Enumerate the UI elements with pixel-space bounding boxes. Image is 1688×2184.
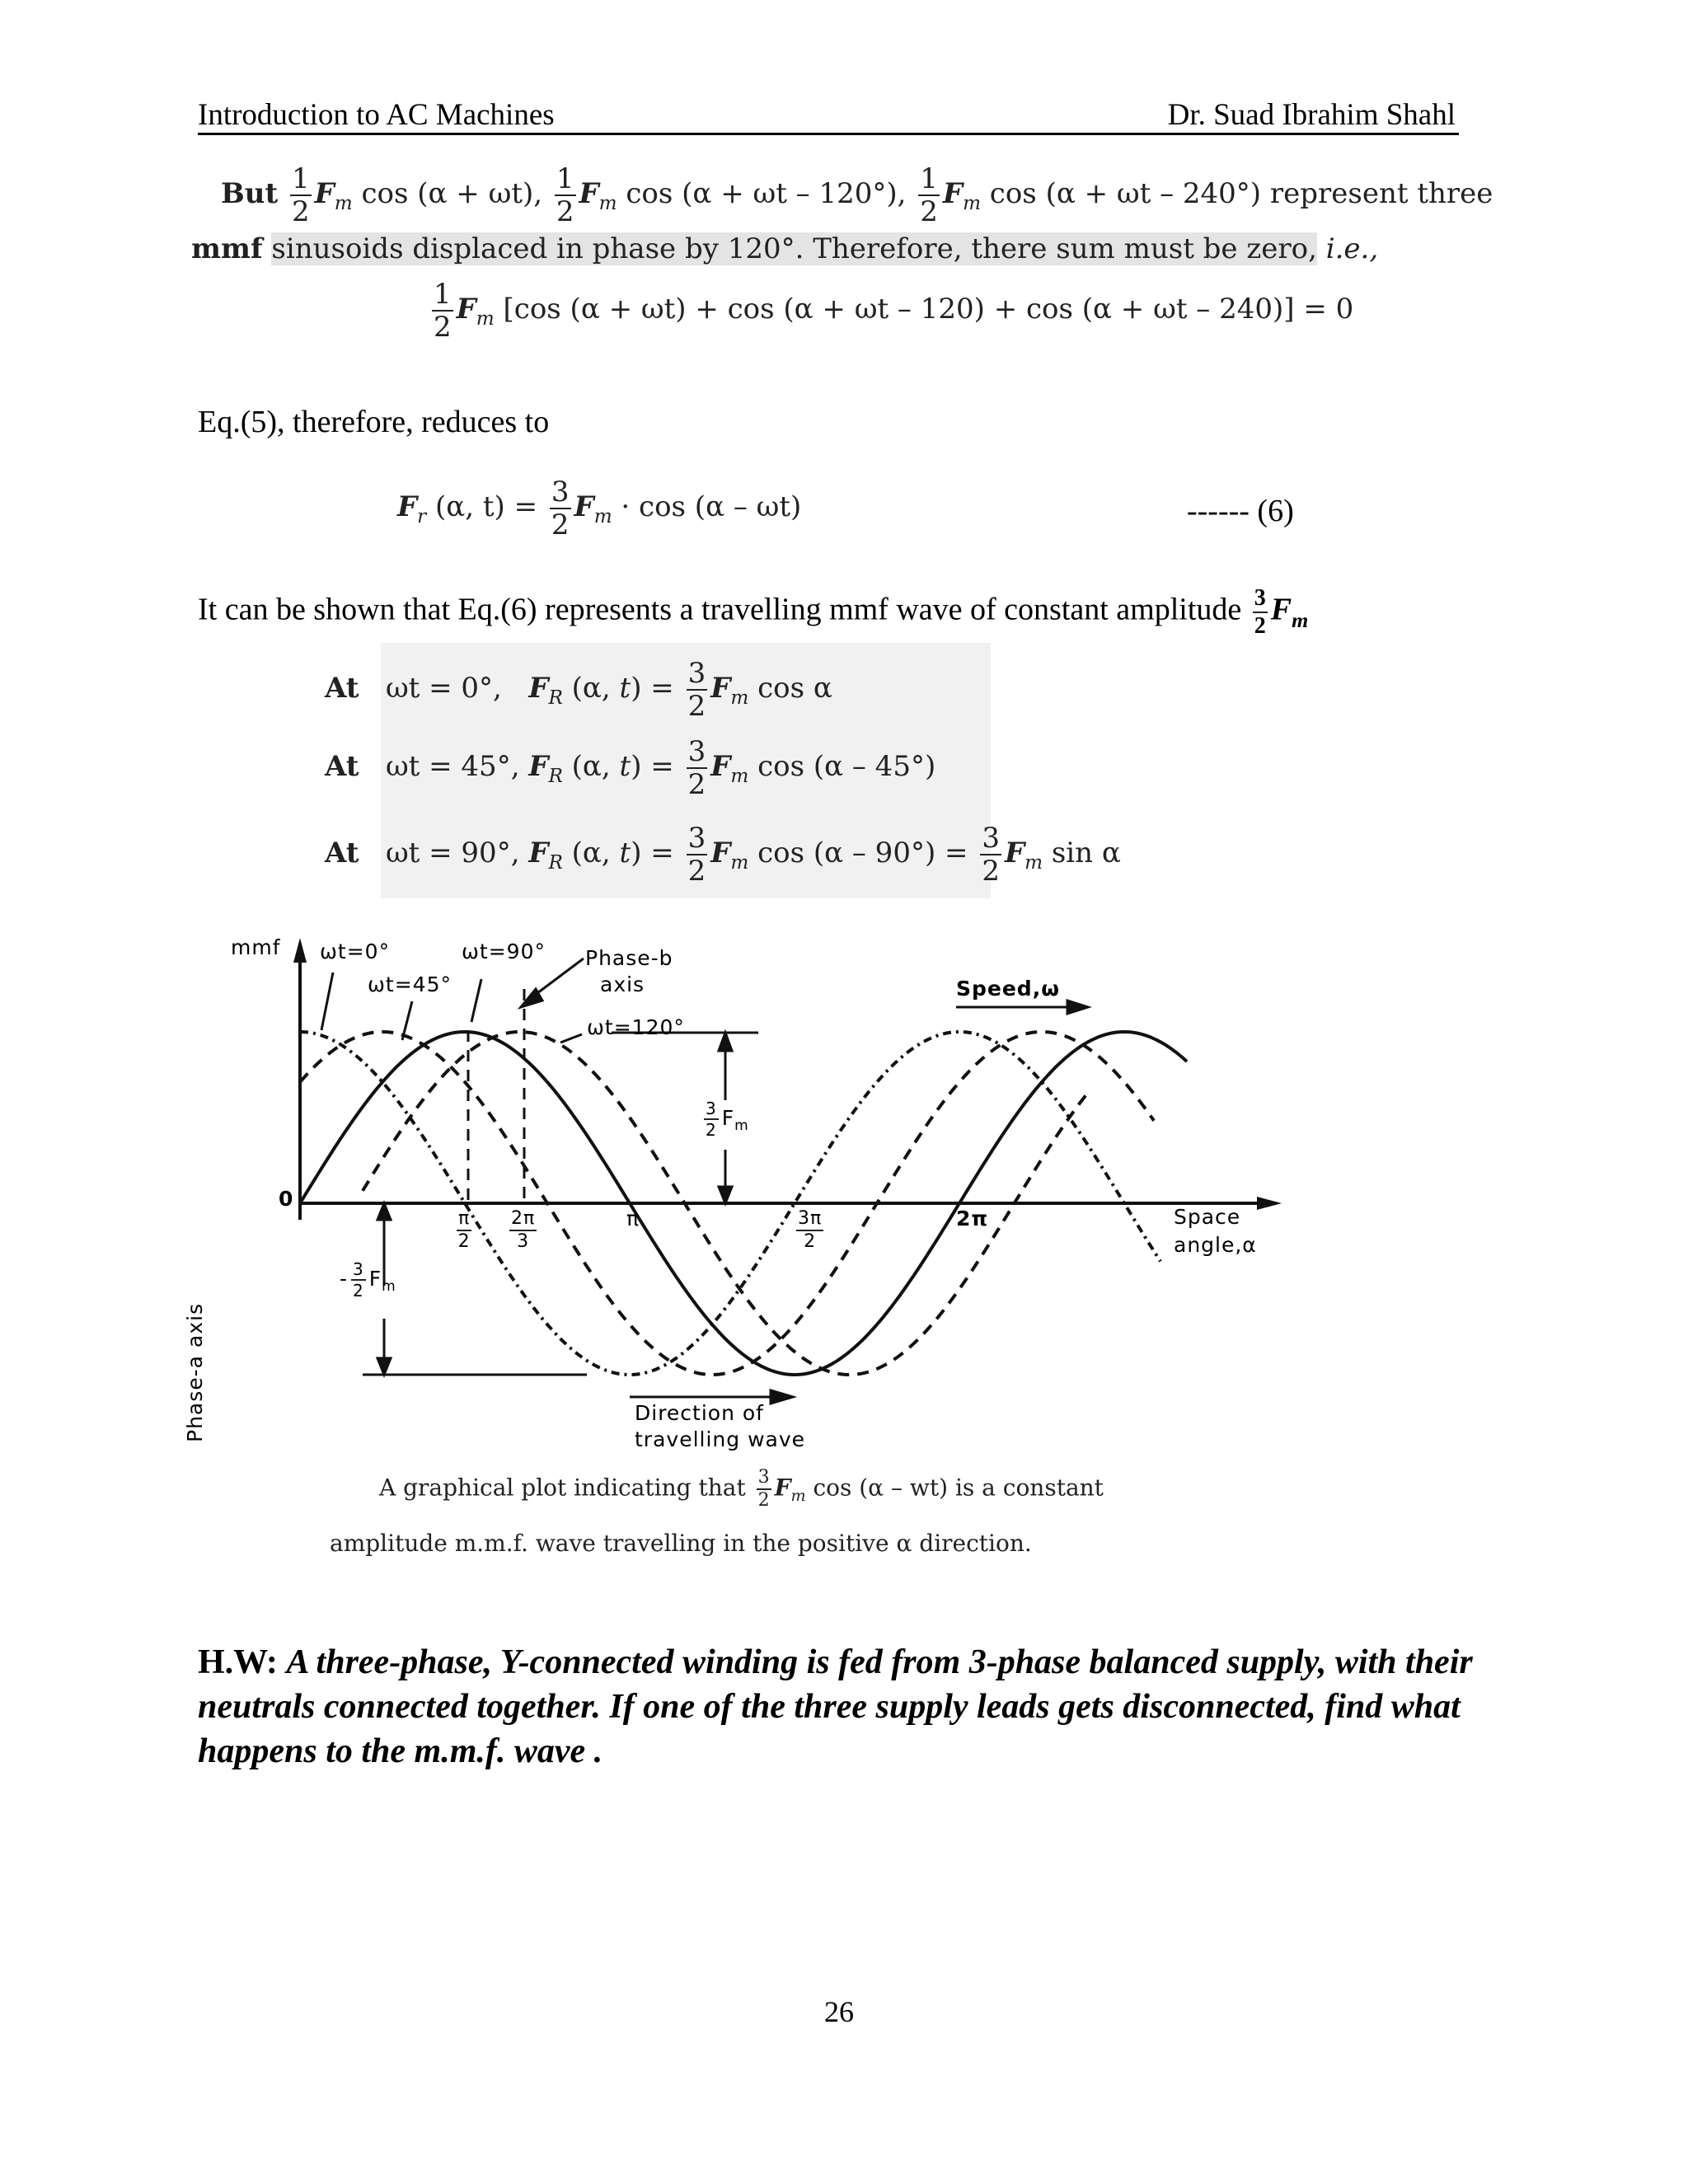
equation-line-2: mmf sinusoids displaced in phase by 120°. Therefore, there sum must be zero, i.e.,	[191, 232, 1379, 265]
header-right: Dr. Suad Ibrahim Shahl	[1167, 98, 1456, 132]
label-amp-neg: - $\frac{3}{2}$ $F_m$	[340, 1259, 396, 1301]
homework-text: A three-phase, Y-connected winding is fed from 3-phase balanced supply, with their neutrals connected together. If one of the three supply leads gets disconnected, find what happens to the m.m.f. wave .	[198, 1643, 1473, 1770]
label-phase-b-2: axis	[600, 972, 645, 996]
neg-arrow-up	[377, 1203, 391, 1220]
tick-2pi-3: $\frac{2\pi}{3}$	[511, 1208, 536, 1252]
label-amp-pos: $\frac{3}{2}$ $F_m$	[706, 1099, 749, 1140]
equation-line-1: But $\frac{1}{2}$ $F_m$ cos (α + ωt), $\frac{1}{2}$ $F_m$ cos (α + ωt – 120°), $\frac{1}{2}$ $F_m$ cos (α + ωt – 240°) represent three	[221, 162, 1493, 228]
page-number: 26	[824, 1995, 854, 2028]
tick-pi-2: $\frac{\pi}{2}$	[457, 1208, 471, 1252]
label-wt45: ωt=45°	[368, 972, 452, 996]
neg-arrow-down	[377, 1358, 391, 1375]
term-1: cos (α + ωt),	[361, 177, 543, 210]
wt90-leader	[471, 979, 481, 1022]
travelling-sentence: It can be shown that Eq.(6) represents a travelling mmf wave of constant amplitude $\frac{3}{2}$ $F_m$	[198, 585, 1309, 639]
label-phase-b-1: Phase-b	[585, 946, 673, 970]
label-speed: Speed,ω	[956, 977, 1060, 1001]
header-left: Introduction to AC Machines	[198, 98, 555, 132]
homework-label: H.W:	[198, 1643, 278, 1681]
half-fraction: $\frac{1}{2}$	[291, 162, 310, 228]
equation-6-tag: ------ (6)	[1187, 494, 1294, 528]
tick-2pi: 2π	[956, 1207, 989, 1230]
homework-paragraph	[198, 1640, 1484, 1774]
at-row-2: At ωt = 90°, $F_R$ (α, t) = $\frac{3}{2}$ $F_m$ cos (α – 90°) = $\frac{3}{2}$ $F_m$ sin α	[325, 822, 1121, 888]
speed-arrowhead	[1067, 1001, 1088, 1014]
at-row-1: At ωt = 45°, $F_R$ (α, t) = $\frac{3}{2}$ $F_m$ cos (α – 45°)	[325, 735, 936, 801]
but-word: But	[221, 177, 279, 210]
amp-arrowhead-down	[719, 1187, 732, 1203]
direction-label-1: Direction of	[635, 1401, 764, 1425]
direction-arrowhead	[771, 1390, 793, 1404]
term-2: cos (α + ωt – 120°),	[626, 177, 907, 210]
phase-a-axis-label: Phase-a axis	[183, 1302, 207, 1442]
wt0-leader	[321, 972, 333, 1030]
origin-label: 0	[279, 1187, 294, 1211]
space-label-2: angle,α	[1174, 1233, 1257, 1257]
at-row-0: At ωt = 0°, $F_R$ (α, t) = $\frac{3}{2}$ $F_m$ cos α	[325, 657, 832, 723]
caption-line-2: amplitude m.m.f. wave travelling in the positive α direction.	[330, 1530, 1032, 1557]
space-label-1: Space	[1174, 1205, 1241, 1229]
term-3: cos (α + ωt – 240°) represent three	[989, 177, 1493, 210]
wt45-leader	[402, 1001, 412, 1040]
eq5-sentence: Eq.(5), therefore, reduces to	[198, 405, 550, 439]
equation-6: $F_r$ (α, t) = $\frac{3}{2}$ $F_m \cdot \cos (\alpha - \omega t)$	[397, 476, 802, 541]
tick-3pi-2: $\frac{3\pi}{2}$	[798, 1208, 823, 1252]
label-wt90: ωt=90°	[462, 940, 546, 963]
label-wt120: ωt=120°	[587, 1015, 685, 1039]
tick-pi: π	[626, 1207, 640, 1230]
amp-arrowhead-up	[719, 1033, 732, 1051]
label-wt0: ωt=0°	[320, 940, 391, 963]
wt120-leader	[560, 1034, 582, 1043]
x-axis-arrow	[1257, 1197, 1282, 1210]
y-axis-label: mmf	[231, 935, 281, 959]
direction-label-2: travelling wave	[635, 1427, 806, 1451]
y-axis-arrow	[293, 938, 307, 963]
sum-equation: $\frac{1}{2}$ $F_m$ [cos (α + ωt) + cos (α + ωt – 120) + cos (α + ωt – 240)] = 0	[434, 278, 1354, 344]
caption-line-1: A graphical plot indicating that $\frac{3}{2}$ $F_m$ cos (α – wt) is a constant	[379, 1467, 1104, 1511]
